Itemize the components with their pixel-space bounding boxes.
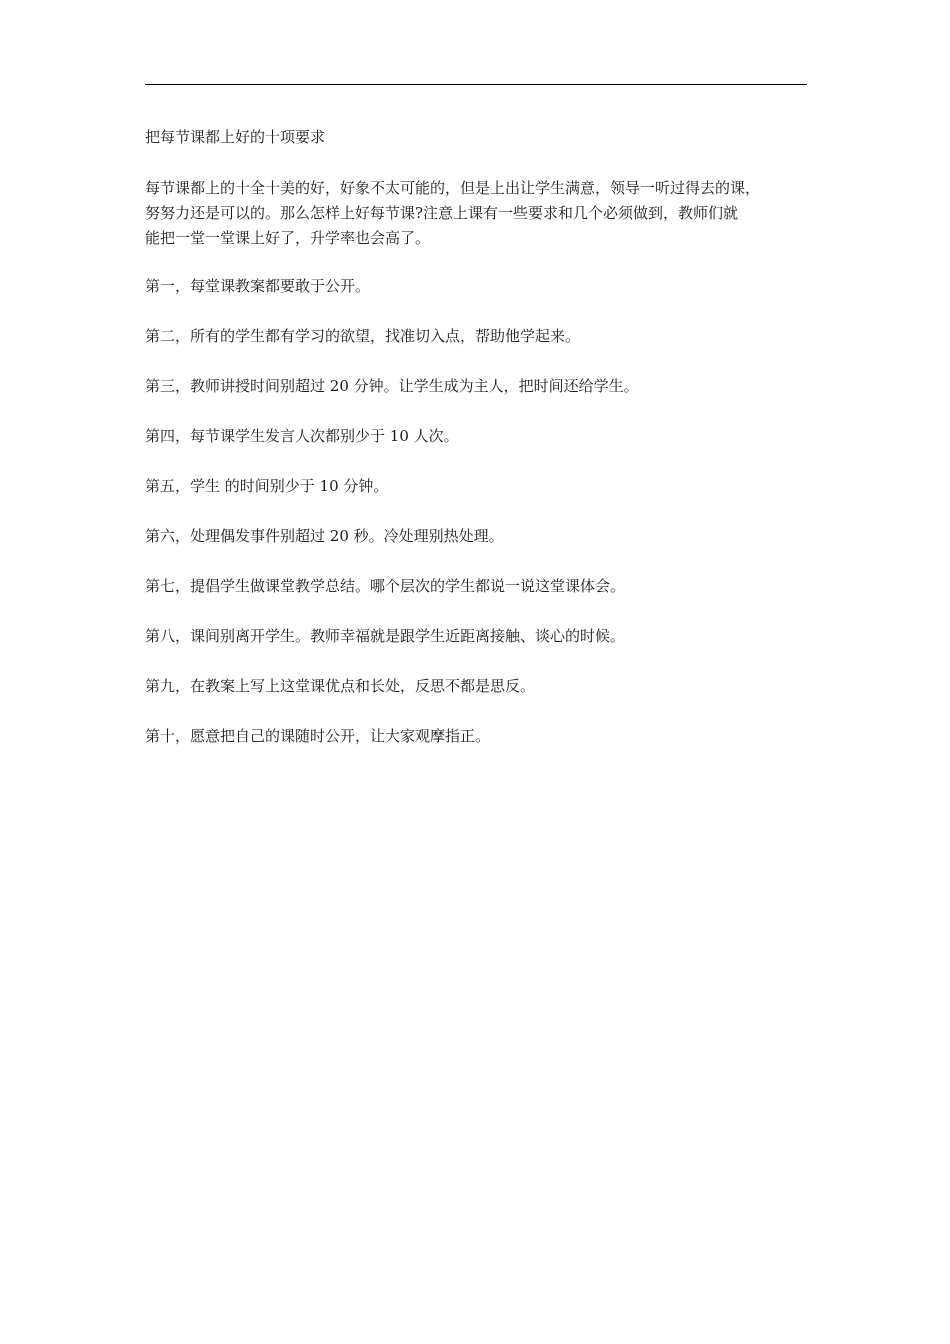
- requirement-item-6: 第六，处理偶发事件别超过 20 秒。冷处理别热处理。: [145, 527, 504, 545]
- requirement-item-2: 第二，所有的学生都有学习的欲望，找准切入点，帮助他学起来。: [145, 327, 581, 345]
- header-rule: [145, 84, 807, 85]
- intro-line: 努努力还是可以的。那么怎样上好每节课?注意上课有一些要求和几个必须做到，教师们就: [145, 204, 739, 222]
- requirement-item-5: 第五，学生 的时间别少于 10 分钟。: [145, 477, 389, 495]
- requirement-item-7: 第七，提倡学生做课堂教学总结。哪个层次的学生都说一说这堂课体会。: [145, 577, 626, 595]
- document-title: 把每节课都上好的十项要求: [145, 128, 326, 146]
- requirement-item-8: 第八，课间别离开学生。教师幸福就是跟学生近距离接触、谈心的时候。: [145, 627, 626, 645]
- intro-paragraph: [145, 176, 817, 251]
- requirement-item-4: 第四，每节课学生发言人次都别少于 10 人次。: [145, 427, 459, 445]
- requirement-item-1: 第一，每堂课教案都要敢于公开。: [145, 277, 371, 295]
- requirement-item-3: 第三，教师讲授时间别超过 20 分钟。让学生成为主人，把时间还给学生。: [145, 377, 639, 395]
- intro-line: 每节课都上的十全十美的好，好象不太可能的，但是上出让学生满意，领导一听过得去的课，: [145, 179, 761, 197]
- intro-line: 能把一堂一堂课上好了，升学率也会高了。: [145, 229, 431, 247]
- requirement-item-9: 第九，在教案上写上这堂课优点和长处，反思不都是思反。: [145, 677, 536, 695]
- requirement-item-10: 第十，愿意把自己的课随时公开，让大家观摩指正。: [145, 727, 491, 745]
- requirements-list: [145, 276, 639, 776]
